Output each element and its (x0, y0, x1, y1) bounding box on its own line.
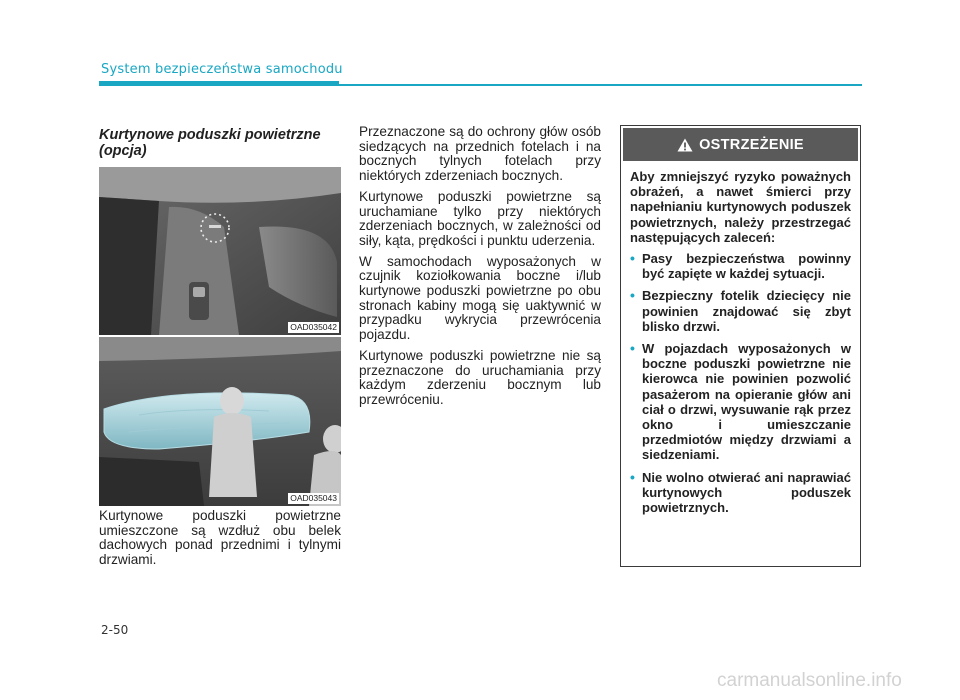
col2-paragraph: Kurtynowe poduszki powietrzne są uruchamiane tylko przy niektórych zderzeniach bocznych, w zależności od siły, kąta, prędkości i punktu uderzenia. (359, 188, 601, 248)
watermark: carmanualsonline.info (717, 670, 902, 691)
header-rule (99, 84, 862, 86)
warning-item (630, 288, 851, 334)
warning-item-text: W pojazdach wyposażonych w boczne poduszki powietrzne nie kierowca nie powinien pozwolić pasażerom na opieranie głów ani ciał o drzwi, wysuwanie rąk przez okno i umieszczanie przedmiotów między drzwiami a siedzeniami. (642, 341, 851, 463)
warning-item-text: Pasy bezpieczeństwa powinny być zapięte w każdej sytuacji. (642, 251, 851, 282)
warning-header (623, 128, 858, 161)
figure-curtain-airbag-label (99, 167, 341, 335)
deployed-curtain-airbag-illustration (99, 337, 341, 506)
warning-item-text: Bezpieczny fotelik dziecięcy nie powinien znajdować się zbyt blisko drzwi. (642, 288, 851, 334)
figure-code: OAD035043 (290, 493, 337, 503)
bullet-icon: • (630, 250, 635, 267)
warning-title: OSTRZEŻENIE (699, 136, 804, 153)
warning-box (620, 125, 861, 567)
col2-body (359, 125, 601, 414)
col2-paragraph: Przeznaczone są do ochrony głów osób siedzących na przednich fotelach i na bocznych tylnych fotelach przy niektórych zderzeniach bocznych. (359, 124, 601, 184)
warning-item-text: Nie wolno otwierać ani naprawiać kurtynowych poduszek powietrznych. (642, 469, 851, 516)
bullet-icon: • (630, 340, 635, 357)
figure-curtain-airbag-deployed (99, 337, 341, 506)
warning-item (630, 251, 851, 281)
section-heading: Kurtynowe poduszki powietrzne (opcja) (99, 127, 321, 159)
warning-body (621, 161, 860, 515)
warning-item (630, 341, 851, 463)
section-header-title: System bezpieczeństwa samochodu (101, 62, 343, 77)
warning-intro: Aby zmniejszyć ryzyko poważnych obrażeń, a nawet śmierci przy napełnianiu kurtynowych poduszek powietrznych, należy przestrzegać następujących zaleceń: (630, 169, 851, 245)
page-number: 2-50 (101, 623, 129, 637)
curtain-airbag-label-photo (99, 167, 341, 335)
warning-list (630, 251, 851, 515)
warning-item (630, 470, 851, 516)
warning-triangle-icon (677, 138, 693, 152)
bullet-icon: • (630, 468, 635, 485)
col2-paragraph: Kurtynowe poduszki powietrzne nie są przeznaczone do uruchamiania przy każdym zderzeniu bocznym lub przewróceniu. (359, 347, 601, 407)
bullet-icon: • (630, 287, 635, 304)
figure-code: OAD035042 (290, 322, 337, 332)
col2-paragraph: W samochodach wyposażonych w czujnik koziołkowania boczne i/lub kurtynowe poduszki powietrzne po obu stronach kabiny mogą się uaktywnić w przypadku wykrycia przewrócenia pojazdu. (359, 253, 601, 343)
col1-paragraph: Kurtynowe poduszki powietrzne umieszczone są wzdłuż obu belek dachowych ponad przednimi i tylnymi drzwiami. (99, 508, 341, 568)
